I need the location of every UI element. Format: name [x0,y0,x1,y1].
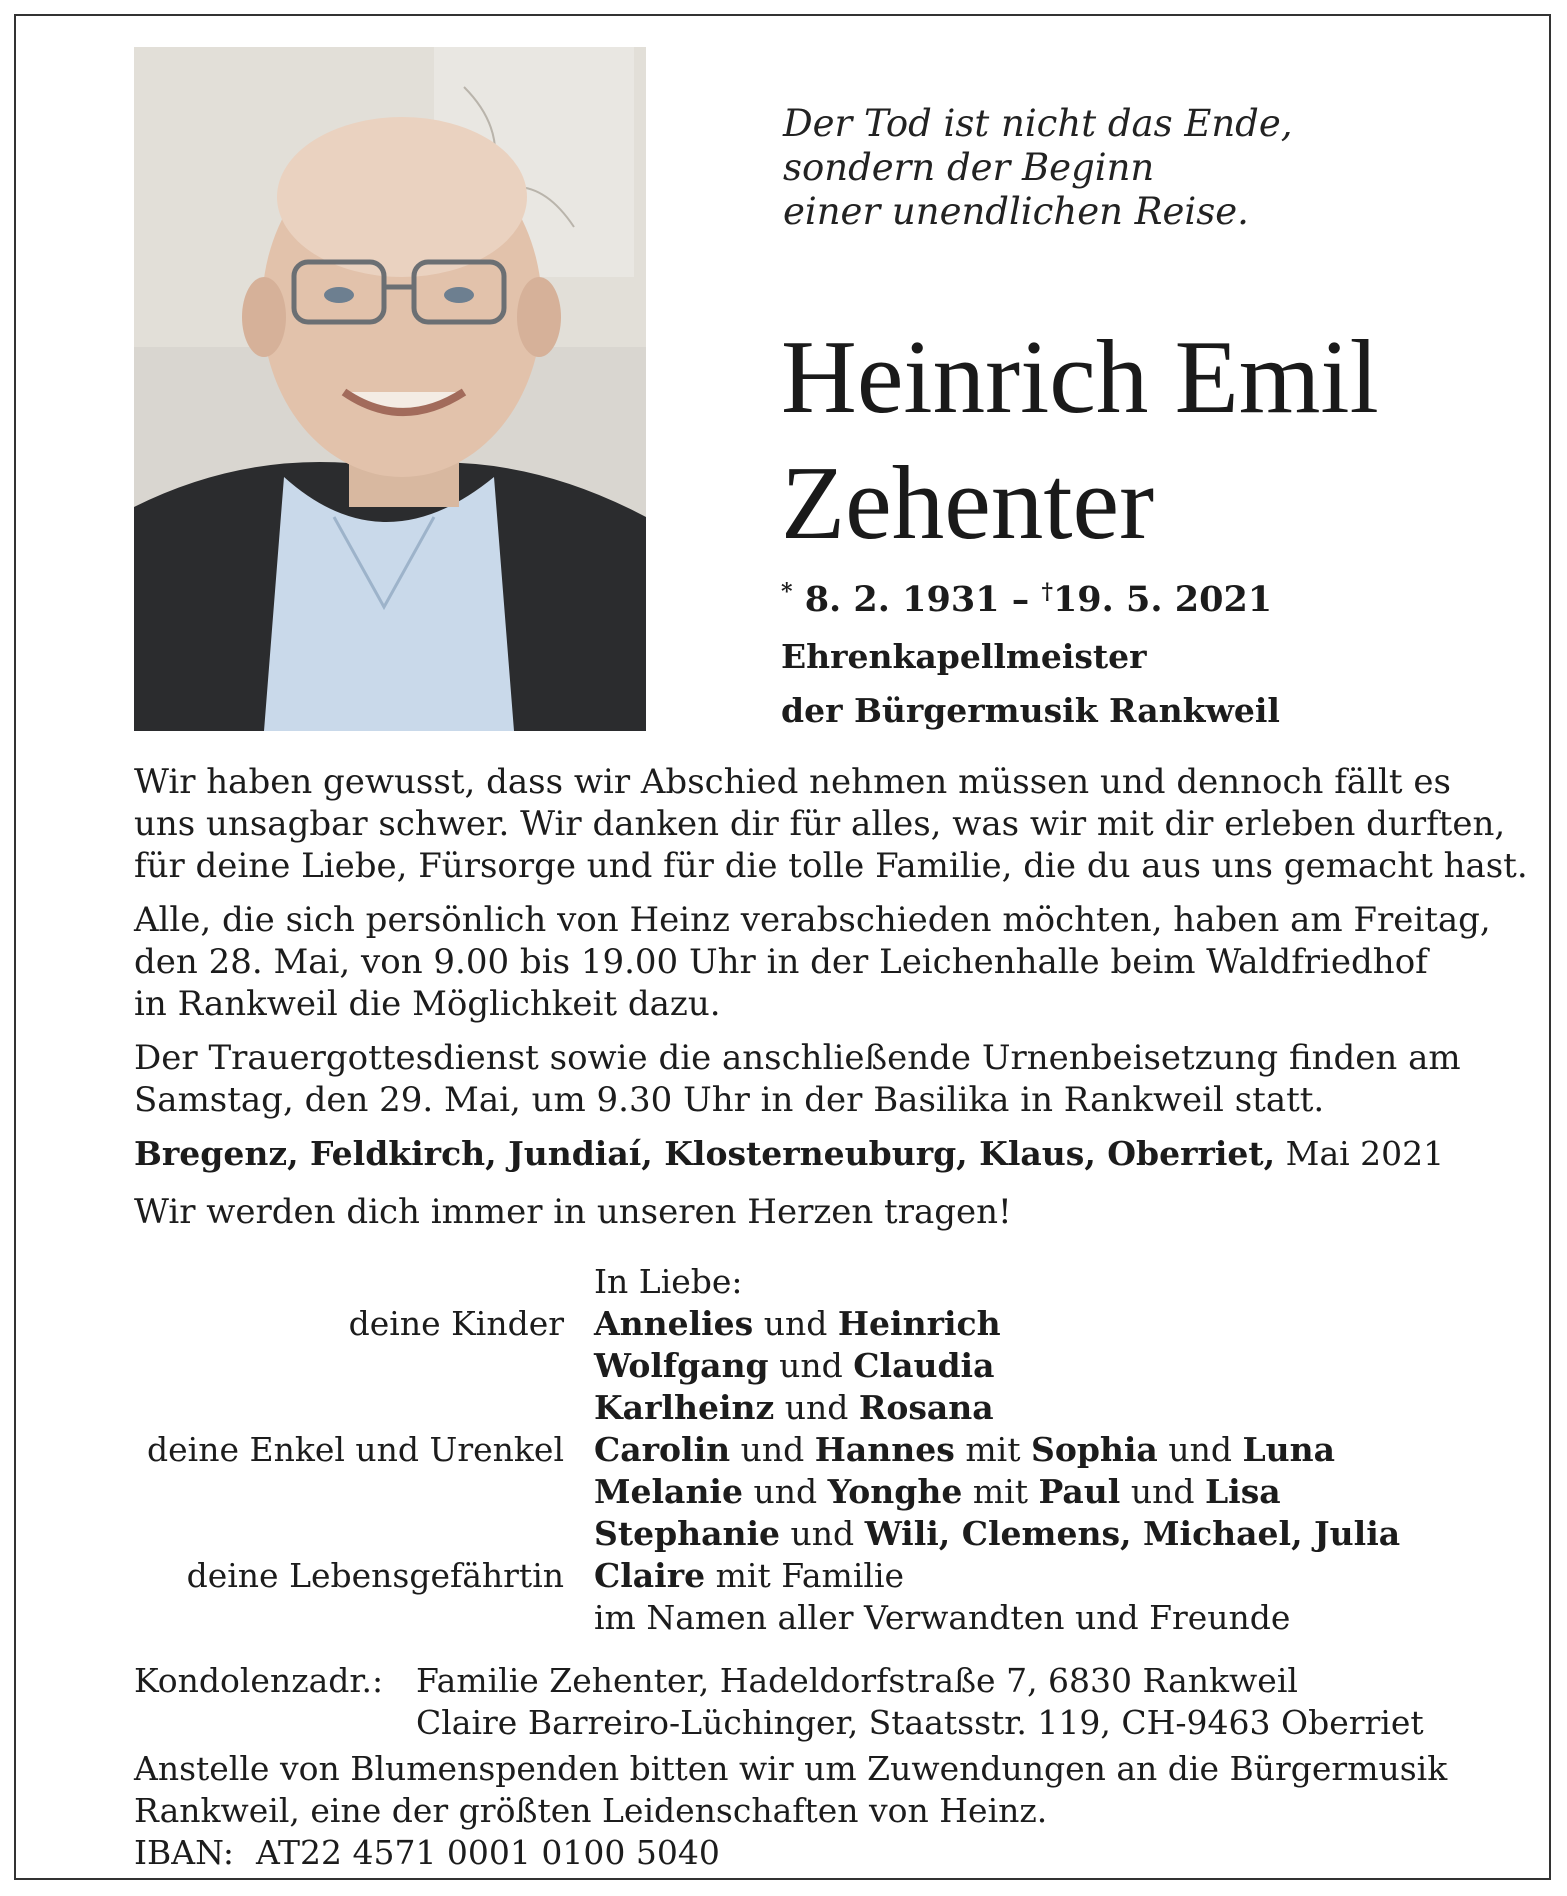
text-line: Samstag, den 29. Mai, um 9.30 Uhr in der Basilika in Rankweil statt. [134,1080,1325,1120]
person-name: Yonghe [827,1472,963,1511]
children-row [134,1387,1464,1429]
person-name: Hannes [814,1430,955,1469]
conjunction: und [779,1346,843,1385]
places-list: Bregenz, Feldkirch, Jundiaí, Klosterneuburg, Klaus, Oberriet, [134,1134,1276,1173]
obituary-page [14,14,1551,1880]
in-love-intro: In Liebe: [594,1262,743,1301]
person-name: Carolin [594,1430,731,1469]
publication-month: Mai 2021 [1285,1134,1445,1173]
condolence-label: Kondolenzadr.: [134,1661,384,1700]
text-line: in Rankweil die Möglichkeit dazu. [134,984,721,1024]
closing-greeting: Wir werden dich immer in unseren Herzen tragen! [134,1192,1012,1232]
grandchildren-row [134,1513,1464,1555]
conjunction: und [1168,1430,1232,1469]
portrait-image [134,47,646,731]
iban-label: IBAN: [134,1833,234,1872]
birth-date: 8. 2. 1931 [804,579,1000,620]
text-line: Wir haben gewusst, dass wir Abschied nehmen müssen und dennoch fällt es [134,762,1451,802]
partner-row [134,1555,1464,1597]
iban-line [134,1832,1447,1874]
conjunction: und [740,1430,805,1469]
birth-symbol: * [781,579,793,605]
text-line: für deine Liebe, Fürsorge und für die tolle Familie, die du aus uns gemacht hast. [134,846,1528,886]
conjunction: und [790,1514,855,1553]
name-line-2: Zehenter [781,444,1155,561]
relatives-closing: im Namen aller Verwandten und Freunde [594,1598,1291,1637]
grandchildren-row [134,1429,1464,1471]
person-name: Stephanie [594,1514,781,1553]
paragraph-service [134,1037,1464,1121]
mourners-list [134,1261,1464,1639]
person-name: Wolfgang [594,1346,769,1385]
portrait-photo [134,47,646,731]
condolence-address-2: Claire Barreiro-Lüchinger, Staatsstr. 119, CH-9463 Oberriet [416,1703,1424,1742]
conjunction: und [1130,1472,1195,1511]
partner-suffix: mit Familie [715,1556,905,1595]
conjunction: mit [965,1430,1021,1469]
text-line: Der Trauergottesdienst sowie die anschließende Urnenbeisetzung finden am [134,1038,1461,1078]
motto-line-1: Der Tod ist nicht das Ende, [783,102,1293,145]
donation-line-2: Rankweil, eine der größten Leidenschaften von Heinz. [134,1791,1048,1830]
conjunction: und [784,1388,849,1427]
text-line: den 28. Mai, von 9.00 bis 19.00 Uhr in der Leichenhalle beim Waldfriedhof [134,942,1428,982]
life-dates [781,570,1272,622]
conjunction: und [753,1472,818,1511]
children-row [134,1345,1464,1387]
iban-number: AT22 4571 0001 0100 5040 [255,1833,720,1872]
person-name: Wili, Clemens, Michael, Julia [864,1514,1401,1553]
person-name: Rosana [858,1388,994,1427]
condolence-address-1: Familie Zehenter, Hadeldorfstraße 7, 6830 Rankweil [416,1661,1298,1700]
person-name: Paul [1038,1472,1121,1511]
date-dash: – [1011,579,1030,620]
motto-line-3: einer unendlichen Reise. [783,190,1249,233]
obituary-text [134,761,1528,1233]
text-line: Alle, die sich persönlich von Heinz verabschieden möchten, haben am Freitag, [134,900,1491,940]
children-row [134,1303,1464,1345]
death-symbol: † [1041,579,1053,605]
partner-label: deine Lebensgefährtin [186,1556,564,1595]
honorary-role [781,630,1280,738]
children-label: deine Kinder [348,1304,564,1343]
places-and-date [134,1133,1464,1175]
text-line: uns unsagbar schwer. Wir danken dir für alles, was wir mit dir erleben durften, [134,804,1506,844]
person-name: Karlheinz [594,1388,775,1427]
person-name: Annelies [594,1304,754,1343]
grandchildren-label: deine Enkel und Urenkel [147,1430,564,1469]
person-name: Melanie [594,1472,743,1511]
person-name: Claire [594,1556,706,1595]
closing-row [134,1597,1464,1639]
conjunction: mit [972,1472,1028,1511]
person-name: Heinrich [837,1304,1001,1343]
person-name: Lisa [1204,1472,1281,1511]
condolence-addresses [134,1660,1424,1744]
paragraph-viewing [134,899,1491,1025]
deceased-name [781,314,1379,566]
person-name: Sophia [1030,1430,1158,1469]
person-name: Luna [1242,1430,1336,1469]
role-line-2: der Bürgermusik Rankweil [781,691,1280,730]
name-line-1: Heinrich Emil [781,318,1379,435]
motto-quote [783,102,1293,234]
role-line-1: Ehrenkapellmeister [781,637,1147,676]
motto-line-2: sondern der Beginn [783,146,1155,189]
person-name: Claudia [853,1346,995,1385]
conjunction: und [763,1304,828,1343]
paragraph-farewell [134,761,1528,887]
death-date: 19. 5. 2021 [1052,579,1273,620]
donation-line-1: Anstelle von Blumenspenden bitten wir um Zuwendungen an die Bürgermusik [134,1749,1448,1788]
grandchildren-row [134,1471,1464,1513]
donation-note [134,1748,1447,1874]
signers-intro-row [134,1261,1464,1303]
